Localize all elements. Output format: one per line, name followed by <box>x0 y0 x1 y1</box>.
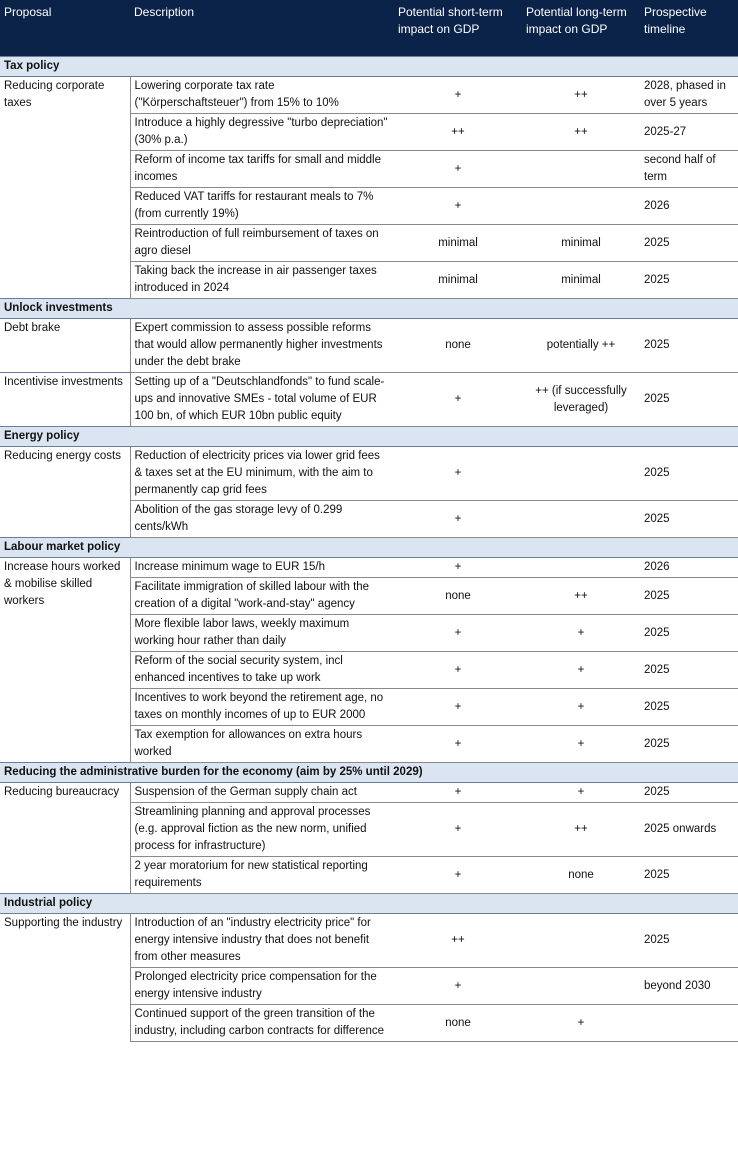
timeline-cell: 2025 <box>640 783 738 803</box>
timeline-cell: 2025 <box>640 373 738 427</box>
section-header-row <box>0 538 738 558</box>
short-term-impact-cell: + <box>394 373 522 427</box>
timeline-cell: 2025 <box>640 615 738 652</box>
proposal-cell: Reducing energy costs <box>4 450 121 462</box>
long-term-impact-cell <box>522 188 640 225</box>
long-term-impact-cell: + <box>522 689 640 726</box>
description-cell: Reduced VAT tariffs for restaurant meals to 7% (from currently 19%) <box>130 188 394 225</box>
section-title: Industrial policy <box>0 894 738 914</box>
section-title: Tax policy <box>0 57 738 77</box>
proposal-cell: Incentivise investments <box>0 373 130 427</box>
description-cell: Introduce a highly degressive "turbo depreciation" (30% p.a.) <box>130 114 394 151</box>
short-term-impact-cell: + <box>394 77 522 114</box>
section-title: Labour market policy <box>0 538 738 558</box>
description-cell: Tax exemption for allowances on extra hours worked <box>130 726 394 763</box>
timeline-cell <box>640 1005 738 1042</box>
header-proposal: Proposal <box>0 0 130 57</box>
description-cell: Reduction of electricity prices via lower grid fees & taxes set at the EU minimum, with the aim to permanently cap grid fees <box>130 447 394 501</box>
short-term-impact-cell: + <box>394 783 522 803</box>
long-term-impact-cell <box>522 501 640 538</box>
short-term-impact-cell: none <box>394 578 522 615</box>
long-term-impact-cell <box>522 558 640 578</box>
description-cell: Incentives to work beyond the retirement age, no taxes on monthly incomes of up to EUR 2000 <box>130 689 394 726</box>
long-term-impact-cell: ++ <box>522 803 640 857</box>
timeline-cell: 2025-27 <box>640 114 738 151</box>
timeline-cell: 2025 <box>640 689 738 726</box>
proposal-cell: Increase hours worked & mobilise skilled workers <box>4 561 121 607</box>
table-row <box>0 373 738 427</box>
long-term-impact-cell: none <box>522 857 640 894</box>
table-row <box>0 447 738 501</box>
proposal-cell: Supporting the industry <box>4 917 123 929</box>
timeline-cell: 2025 <box>640 652 738 689</box>
timeline-cell: 2026 <box>640 188 738 225</box>
long-term-impact-cell: + <box>522 615 640 652</box>
short-term-impact-cell: + <box>394 726 522 763</box>
description-cell: More flexible labor laws, weekly maximum working hour rather than daily <box>130 615 394 652</box>
long-term-impact-cell: ++ <box>522 77 640 114</box>
short-term-impact-cell: + <box>394 188 522 225</box>
section-header-row <box>0 427 738 447</box>
table-row <box>0 558 738 578</box>
short-term-impact-cell: none <box>394 1005 522 1042</box>
short-term-impact-cell: + <box>394 501 522 538</box>
short-term-impact-cell: + <box>394 151 522 188</box>
description-cell: Increase minimum wage to EUR 15/h <box>130 558 394 578</box>
short-term-impact-cell: + <box>394 447 522 501</box>
table-row <box>0 319 738 373</box>
header-long-term: Potential long-term impact on GDP <box>522 0 640 57</box>
short-term-impact-cell: ++ <box>394 914 522 968</box>
long-term-impact-cell: ++ (if successfully leveraged) <box>522 373 640 427</box>
section-header-row <box>0 763 738 783</box>
long-term-impact-cell <box>522 968 640 1005</box>
timeline-cell: 2025 <box>640 914 738 968</box>
description-cell: 2 year moratorium for new statistical reporting requirements <box>130 857 394 894</box>
description-cell: Taking back the increase in air passenger taxes introduced in 2024 <box>130 262 394 299</box>
description-cell: Continued support of the green transition of the industry, including carbon contracts for difference <box>130 1005 394 1042</box>
long-term-impact-cell: ++ <box>522 578 640 615</box>
short-term-impact-cell: + <box>394 968 522 1005</box>
short-term-impact-cell: + <box>394 803 522 857</box>
description-cell: Reform of the social security system, incl enhanced incentives to take up work <box>130 652 394 689</box>
short-term-impact-cell: + <box>394 652 522 689</box>
timeline-cell: 2026 <box>640 558 738 578</box>
long-term-impact-cell: + <box>522 652 640 689</box>
proposal-cell: Reducing bureaucracy <box>4 786 120 798</box>
timeline-cell: 2025 <box>640 225 738 262</box>
timeline-cell: 2025 <box>640 319 738 373</box>
section-header-row <box>0 57 738 77</box>
description-cell: Suspension of the German supply chain act <box>130 783 394 803</box>
description-cell: Prolonged electricity price compensation for the energy intensive industry <box>130 968 394 1005</box>
table-row <box>0 783 738 803</box>
section-header-row <box>0 894 738 914</box>
long-term-impact-cell: minimal <box>522 262 640 299</box>
long-term-impact-cell: + <box>522 726 640 763</box>
section-title: Reducing the administrative burden for the economy (aim by 25% until 2029) <box>0 763 738 783</box>
section-header-row <box>0 299 738 319</box>
timeline-cell: 2025 <box>640 857 738 894</box>
short-term-impact-cell: ++ <box>394 114 522 151</box>
description-cell: Streamlining planning and approval processes (e.g. approval fiction as the new norm, unified process for infrastructure) <box>130 803 394 857</box>
description-cell: Introduction of an "industry electricity price" for energy intensive industry that does not benefit from other measures <box>130 914 394 968</box>
short-term-impact-cell: none <box>394 319 522 373</box>
table-row <box>0 914 738 968</box>
short-term-impact-cell: + <box>394 615 522 652</box>
proposal-cell: Reducing corporate taxes <box>4 80 105 109</box>
long-term-impact-cell: potentially ++ <box>522 319 640 373</box>
long-term-impact-cell <box>522 151 640 188</box>
timeline-cell: 2025 <box>640 726 738 763</box>
header-timeline: Prospective timeline <box>640 0 738 57</box>
section-title: Energy policy <box>0 427 738 447</box>
description-cell: Lowering corporate tax rate ("Körperschaftsteuer") from 15% to 10% <box>130 77 394 114</box>
long-term-impact-cell: ++ <box>522 114 640 151</box>
timeline-cell: beyond 2030 <box>640 968 738 1005</box>
long-term-impact-cell <box>522 447 640 501</box>
short-term-impact-cell: minimal <box>394 225 522 262</box>
header-short-term: Potential short-term impact on GDP <box>394 0 522 57</box>
table-row <box>0 77 738 114</box>
table-body <box>0 57 738 1042</box>
timeline-cell: 2025 <box>640 262 738 299</box>
proposal-cell: Debt brake <box>0 319 130 373</box>
table-header <box>0 0 738 57</box>
timeline-cell: 2025 <box>640 501 738 538</box>
description-cell: Expert commission to assess possible reforms that would allow permanently higher investments under the debt brake <box>130 319 394 373</box>
short-term-impact-cell: + <box>394 558 522 578</box>
description-cell: Abolition of the gas storage levy of 0.299 cents/kWh <box>130 501 394 538</box>
timeline-cell: second half of term <box>640 151 738 188</box>
long-term-impact-cell: + <box>522 783 640 803</box>
description-cell: Setting up of a "Deutschlandfonds" to fund scale-ups and innovative SMEs - total volume of EUR 100 bn, of which EUR 10bn public equity <box>130 373 394 427</box>
long-term-impact-cell: + <box>522 1005 640 1042</box>
section-title: Unlock investments <box>0 299 738 319</box>
timeline-cell: 2025 <box>640 447 738 501</box>
long-term-impact-cell <box>522 914 640 968</box>
timeline-cell: 2025 <box>640 578 738 615</box>
short-term-impact-cell: + <box>394 857 522 894</box>
short-term-impact-cell: + <box>394 689 522 726</box>
description-cell: Reintroduction of full reimbursement of taxes on agro diesel <box>130 225 394 262</box>
timeline-cell: 2028, phased in over 5 years <box>640 77 738 114</box>
long-term-impact-cell: minimal <box>522 225 640 262</box>
description-cell: Facilitate immigration of skilled labour with the creation of a digital "work-and-stay" agency <box>130 578 394 615</box>
short-term-impact-cell: minimal <box>394 262 522 299</box>
header-description: Description <box>130 0 394 57</box>
timeline-cell: 2025 onwards <box>640 803 738 857</box>
description-cell: Reform of income tax tariffs for small and middle incomes <box>130 151 394 188</box>
